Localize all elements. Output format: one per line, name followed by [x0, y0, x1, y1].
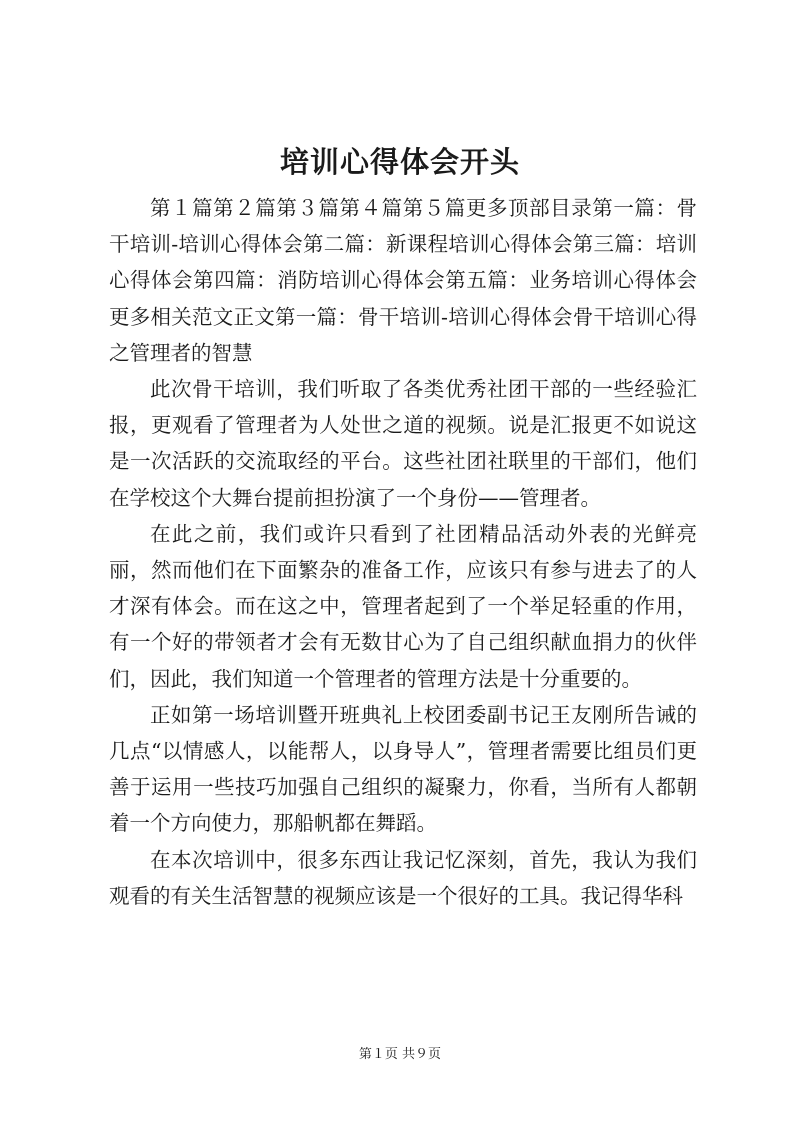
paragraph: 在本次培训中，很多东西让我记忆深刻，首先，我认为我们观看的有关生活智慧的视频应该是一个很好的工具。我记得华科: [109, 847, 697, 908]
paragraph-table-of-contents: 第１篇第２篇第３篇第４篇第５篇更多顶部目录第一篇：骨干培训-培训心得体会第二篇：新课程培训心得体会第三篇：培训心得体会第四篇：消防培训心得体会第五篇：业务培训心得体会更多相关范文正文第一篇：骨干培训-培训心得体会骨干培训心得之管理者的智慧: [109, 196, 697, 365]
document-title: 培训心得体会开头: [279, 145, 520, 179]
paragraph: 此次骨干培训，我们听取了各类优秀社团干部的一些经验汇报，更观看了管理者为人处世之道的视频。说是汇报更不如说这是一次活跃的交流取经的平台。这些社团社联里的干部们，他们在学校这个大舞台提前担扮演了一个身份——管理者。: [109, 377, 697, 510]
document-body: [109, 190, 697, 914]
page-number-footer: 第１页 共９页: [358, 1047, 442, 1062]
paragraph: 在此之前，我们或许只看到了社团精品活动外表的光鲜亮丽，然而他们在下面繁杂的准备工作，应该只有参与进去了的人才深有体会。而在这之中，管理者起到了一个举足轻重的作用，有一个好的带领者才会有无数甘心为了自己组织献血捐力的伙伴们，因此，我们知道一个管理者的管理方法是十分重要的。: [109, 521, 697, 691]
paragraph: 正如第一场培训暨开班典礼上校团委副书记王友刚所告诫的几点“以情感人，以能帮人，以身导人”，管理者需要比组员们更善于运用一些技巧加强自己组织的凝聚力，你看，当所有人都朝着一个方向使力，那船帆都在舞蹈。: [109, 702, 697, 836]
